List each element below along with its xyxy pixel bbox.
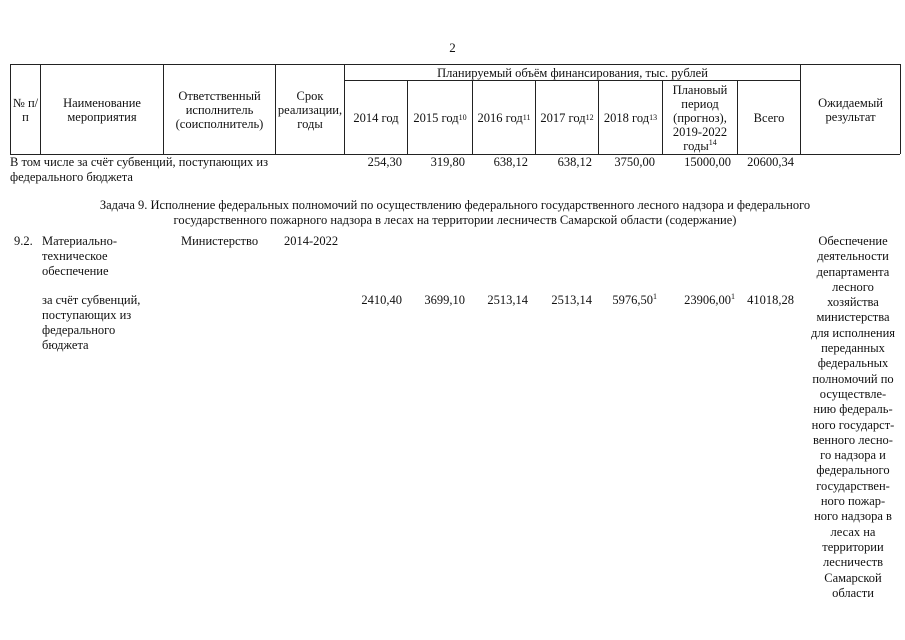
item-term: 2014-2022: [284, 234, 339, 248]
result-line: федеральных: [817, 356, 889, 371]
result-line: департамента: [816, 264, 890, 279]
result-line: полномочий по: [812, 371, 894, 386]
header-col-number: № п/п: [12, 95, 39, 124]
item-2018: 5976,50$^1$: [612, 291, 657, 307]
header-year-2014: 2014 год: [353, 110, 399, 125]
subsidy-2018: 3750,00: [614, 155, 655, 169]
header-year-2016: 2016 год 11: [477, 110, 531, 125]
item-2015: 3699,10: [424, 293, 465, 307]
result-line: деятельности: [817, 249, 889, 264]
result-line: лесничеств: [822, 555, 884, 570]
header-col-responsible: Ответственный исполнитель (соисполнитель): [175, 88, 264, 131]
result-line: осуществле-: [819, 386, 887, 401]
item-subsidy-line: бюджета: [42, 338, 89, 352]
header-col-term: Срок реализации, годы: [277, 88, 343, 131]
item-name-line: Материально-: [42, 234, 117, 248]
subsidy-2016: 638,12: [493, 155, 528, 169]
subsidy-planned: 15000,00: [684, 155, 731, 169]
result-line: ного надзора в: [814, 509, 892, 524]
header-year-2015: 2015 год 10: [413, 110, 467, 125]
result-line: ного пожар-: [820, 494, 886, 509]
result-line: ного государст-: [811, 417, 895, 432]
subsidy-2015: 319,80: [430, 155, 465, 169]
result-line: лесах на: [830, 524, 876, 539]
subsidy-total: 20600,34: [747, 155, 794, 169]
item-subsidy-line: за счёт субвенций,: [42, 293, 141, 307]
item-name-line: техническое: [42, 249, 108, 263]
subsidy-label-line2: федерального бюджета: [10, 170, 133, 184]
item-subsidy-line: федерального: [42, 323, 116, 337]
task-line2: государственного пожарного надзора в лесах на территории лесничеств Самарской области (содержание): [173, 213, 737, 227]
subsidy-2014: 254,30: [367, 155, 402, 169]
subsidy-label-line1: В том числе за счёт субвенций, поступающих из: [10, 155, 269, 169]
item-2017: 2513,14: [551, 293, 592, 307]
result-line: нию федераль-: [813, 402, 893, 417]
item-number: 9.2.: [14, 234, 33, 248]
result-line: государствен-: [816, 478, 890, 493]
header-col-name: Наименование мероприятия: [63, 95, 141, 124]
item-planned: 23906,00$^1$: [684, 291, 735, 307]
item-2014: 2410,40: [361, 293, 402, 307]
item-expected-result: [808, 234, 898, 601]
item-2016: 2513,14: [487, 293, 528, 307]
task-heading: [40, 198, 870, 228]
result-line: лесного: [832, 279, 874, 294]
header-year-2017: 2017 год 12: [540, 110, 594, 125]
result-line: венного лесно-: [813, 432, 893, 447]
result-line: области: [832, 585, 874, 600]
header-col-result: Ожидаемый результат: [818, 95, 883, 124]
header-planned-period: Плановый период (прогноз), 2019-2022 годы$^{14}$: [672, 82, 728, 153]
item-subsidy-line: поступающих из: [42, 308, 132, 322]
result-line: Обеспечение: [818, 234, 888, 248]
result-line: федерального: [816, 463, 890, 478]
result-line: Самарской: [824, 570, 882, 585]
header-total: Всего: [753, 110, 785, 125]
item-subsidy-label: [42, 293, 140, 353]
result-line: го надзора и: [820, 448, 886, 463]
result-line: министерства: [816, 310, 890, 325]
header-col-funding: Планируемый объём финансирования, тыс. рублей: [437, 65, 708, 80]
item-name: [42, 234, 117, 279]
item-total: 41018,28: [747, 293, 794, 307]
page-number: 2: [449, 40, 456, 55]
task-line1: Задача 9. Исполнение федеральных полномочий по осуществлению федерального государственного лесного надзора и федерального: [99, 198, 811, 212]
result-line: переданных: [821, 341, 885, 356]
result-line: хозяйства: [827, 295, 879, 310]
result-line: территории: [822, 539, 884, 554]
header-year-2018: 2018 год 13: [603, 110, 658, 125]
grid-line: [900, 64, 901, 154]
subsidy-2017: 638,12: [557, 155, 592, 169]
result-line: для исполнения: [810, 325, 896, 340]
item-name-line: обеспечение: [42, 264, 109, 278]
item-responsible: Министерство: [181, 234, 259, 248]
